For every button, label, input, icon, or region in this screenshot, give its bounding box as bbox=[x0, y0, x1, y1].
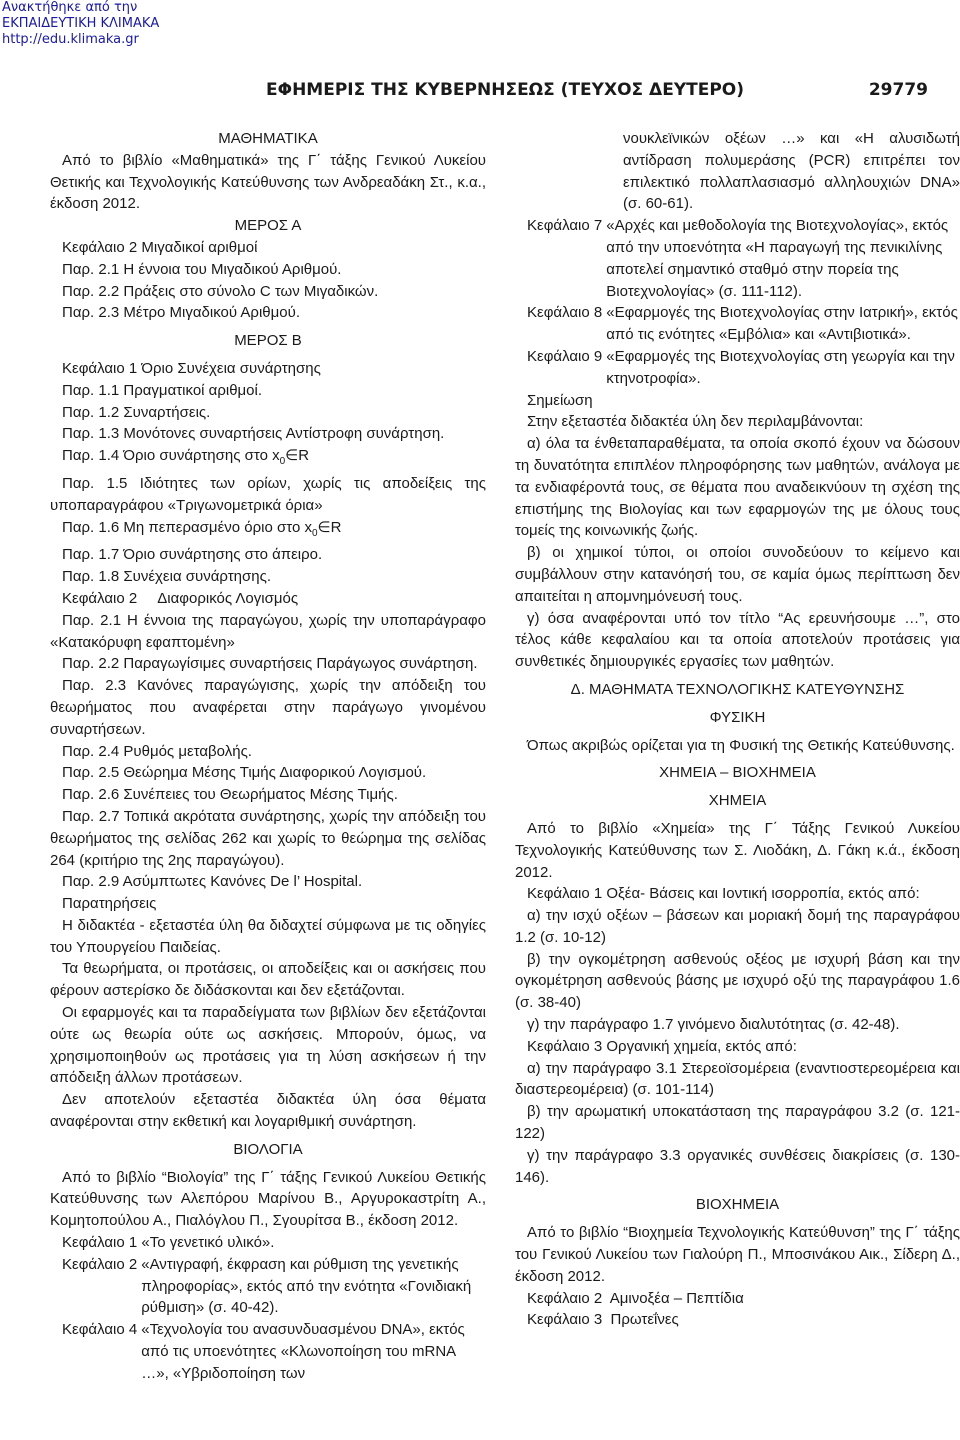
math-q22: Παρ. 2.2 Παραγωγίσιμες συναρτήσεις Παράγωγος συνάρτηση. bbox=[62, 655, 478, 673]
math-p14-sub: 0 bbox=[279, 456, 286, 468]
math-q26: Παρ. 2.6 Συνέπειες του Θεωρήματος Μέσης Τιμής. bbox=[62, 786, 398, 804]
biology-ch7 bbox=[515, 215, 960, 302]
math-source: Από το βιβλίο «Μαθηματικά» της Γ΄ τάξης Γενικού Λυκείου Θετικής και Τεχνολογικής Κατεύθυνσης των Ανδρεαδάκη Στ., κ.α., έκδοση 2012. bbox=[50, 151, 486, 213]
math-p13: Παρ. 1.3 Μονότονες συναρτήσεις Αντίστροφη συνάρτηση. bbox=[62, 425, 445, 443]
math-p12: Παρ. 1.2 Συναρτήσεις. bbox=[62, 403, 211, 421]
math-ch2b: Κεφάλαιο 2 Διαφορικός Λογισμός bbox=[62, 589, 299, 607]
biology-ch7-label: Κεφάλαιο 7 bbox=[527, 217, 603, 235]
note-b: β) οι χημικοί τύποι, οι οποίοι συνοδεύουν το κείμενο και συμβάλλουν στην κατανόησή του, σε καμία όμως περίπτωση δεν απαιτείται η απομνημόνευσή τους. bbox=[515, 544, 960, 605]
note-heading: Σημείωση bbox=[527, 391, 593, 409]
math-q29: Παρ. 2.9 Ασύμπτωτες Κανόνες De l’ Hospital. bbox=[62, 873, 363, 891]
biology-ch7-text: «Αρχές και μεθοδολογία της Βιοτεχνολογίας», εκτός από την υποενότητα «Η παραγωγή της πενικιλίνης αποτελεί σημαντικό σταθμό στην πορεία της Βιοτεχνολογίας» (σ. 111-112). bbox=[606, 217, 949, 300]
chemistry-ch3-c: γ) την παράγραφο 3.3 οργανικές συνθέσεις διακρίσεις (σ. 130-146). bbox=[515, 1146, 960, 1186]
biology-ch2-label: Κεφάλαιο 2 bbox=[62, 1255, 138, 1273]
math-p14-set: ∈R bbox=[285, 447, 310, 465]
chemistry-ch3: Κεφάλαιο 3 Οργανική χημεία, εκτός από: bbox=[527, 1037, 797, 1055]
math-p17: Παρ. 1.7 Όριο συνάρτησης στο άπειρο. bbox=[62, 546, 323, 564]
biology-ch2 bbox=[50, 1254, 486, 1319]
chemistry-source: Από το βιβλίο «Χημεία» της Γ΄ Τάξης Γενικού Λυκείου Τεχνολογικής Κατεύθυνσης των Σ. Λιοδάκη, Δ. Γάκη κ.ά., έκδοση 2012. bbox=[515, 819, 960, 881]
remark-3: Οι εφαρμογές και τα παραδείγματα των βιβλίων δεν εξετάζονται ούτε ως θεωρία ούτε ως ασκήσεις. Μπορούν, όμως, να χρησιμοποιηθούν ως προτάσεις για τη λύση ασκήσεων ή την απόδειξη άλλων προτάσεων. bbox=[50, 1004, 486, 1087]
math-p16-sub: 0 bbox=[311, 527, 318, 539]
math-q27: Παρ. 2.7 Τοπικά ακρότατα συνάρτησης, χωρίς την απόδειξη του θεωρήματος της σελίδας 262 και χωρίς το θεώρημα της σελίδας 264 (κριτήριο της 2ης παραγώγου). bbox=[50, 807, 486, 869]
physics-text: Όπως ακριβώς ορίζεται για τη Φυσική της Θετικής Κατεύθυνσης. bbox=[527, 736, 955, 754]
math-q24: Παρ. 2.4 Ρυθμός μεταβολής. bbox=[62, 742, 252, 760]
math-p16 bbox=[50, 517, 486, 545]
math-q23: Παρ. 2.3 Κανόνες παραγώγισης, χωρίς την απόδειξη του θεωρήματος που αναφέρεται στην παράγωγο γινομένου συναρτήσεων. bbox=[50, 677, 486, 738]
biochemistry-ch2: Κεφάλαιο 2 Αμινοξέα – Πεπτίδια bbox=[527, 1289, 744, 1307]
biochemistry-source: Από το βιβλίο “Βιοχημεία Τεχνολογικής Κατεύθυνση” της Γ΄ τάξης του Γενικού Λυκείου των Γιαλούρη Π., Μποσινάκου Αικ., Σίδερη Δ., έκδοση 2012. bbox=[515, 1224, 960, 1285]
biology-ch8-text: «Εφαρμογές της Βιοτεχνολογίας στην Ιατρική», εκτός από τις ενότητες «Εμβόλια» και «Αντιβιοτικά». bbox=[606, 304, 958, 344]
remark-1: Η διδακτέα - εξεταστέα ύλη θα διδαχτεί σύμφωνα με τις οδηγίες του Υπουργείου Παιδείας. bbox=[50, 916, 486, 956]
biology-ch4-continued: νουκλεϊνικών οξέων …» και «Η αλυσιδωτή αντίδραση πολυμεράσης (PCR) επιτρέπει τον επιλεκτικό πολλαπλασιασμό αλληλουχιών DNA» (σ. 60-61). bbox=[623, 130, 960, 213]
math-p22: Παρ. 2.2 Πράξεις στο σύνολο C των Μιγαδικών. bbox=[62, 282, 379, 300]
left-column bbox=[50, 128, 486, 1438]
part-a-heading: ΜΕΡΟΣ Α bbox=[234, 217, 302, 235]
biology-ch4-label: Κεφάλαιο 4 bbox=[62, 1321, 138, 1339]
biology-source: Από το βιβλίο “Βιολογία” της Γ΄ τάξης Γενικού Λυκείου Θετικής Κατεύθυνσης των Αλεπόρου Μαρίνου Β., Αργυροκαστρίτη Α., Κομητοπούλου Α., Πιαλόγλου Π., Σγουρίτσα Β., έκδοση 2012. bbox=[50, 1168, 486, 1230]
watermark-line-1: Ανακτήθηκε από την bbox=[2, 0, 138, 15]
gazette-title: ΕΦΗΜΕΡΙΣ ΤΗΣ ΚΥΒΕΡΝΗΣΕΩΣ (ΤΕΥΧΟΣ ΔΕΥΤΕΡΟ) bbox=[266, 80, 745, 100]
tech-heading: Δ. ΜΑΘΗΜΑΤΑ ΤΕΧΝΟΛΟΓΙΚΗΣ ΚΑΤΕΥΘΥΝΣΗΣ bbox=[570, 680, 905, 698]
biology-ch4-text: «Τεχνολογία του ανασυνδυασμένου DNA», εκτός από τις υποενότητες «Κλωνοποίηση του mRNA …», «Υβριδοποίηση των bbox=[141, 1321, 465, 1382]
math-p23: Παρ. 2.3 Μέτρο Μιγαδικού Αριθμού. bbox=[62, 304, 300, 322]
part-b-heading: ΜΕΡΟΣ Β bbox=[234, 332, 302, 350]
chemistry-ch1-b: β) την ογκομέτρηση ασθενούς οξέος με ισχυρή βάση και την ογκομέτρηση ασθενούς βάσης με ισχυρό οξύ της παραγράφου 1.6 (σ. 38-40) bbox=[515, 950, 960, 1012]
biology-ch2-text: «Αντιγραφή, έκφραση και ρύθμιση της γενετικής πληροφορίας», εκτός από την ενότητα «Γονιδιακή ρύθμιση» (σ. 40-42). bbox=[141, 1255, 472, 1317]
watermark-link[interactable]: http://edu.klimaka.gr bbox=[2, 32, 139, 47]
note-intro: Στην εξεταστέα διδακτέα ύλη δεν περιλαμβάνονται: bbox=[527, 413, 864, 431]
math-q21: Παρ. 2.1 Η έννοια της παραγώγου, χωρίς την υποπαράγραφο «Κατακόρυφη εφαπτομένη» bbox=[50, 611, 486, 651]
math-ch1: Κεφάλαιο 1 Όριο Συνέχεια συνάρτησης bbox=[62, 359, 321, 377]
math-q25: Παρ. 2.5 Θεώρημα Μέσης Τιμής Διαφορικού Λογισμού. bbox=[62, 764, 427, 782]
physics-heading: ΦΥΣΙΚΗ bbox=[709, 708, 766, 726]
remarks-heading: Παρατηρήσεις bbox=[62, 895, 157, 913]
chemistry-ch3-a: α) την παράγραφο 3.1 Στερεοϊσομέρεια (εναντιοστερεομέρεια και διαστερεομέρεια) (σ. 101-114) bbox=[515, 1059, 960, 1099]
biology-ch9-label: Κεφάλαιο 9 bbox=[527, 347, 603, 365]
chemistry-ch1-c: γ) την παράγραφο 1.7 γινόμενο διαλυτότητας (σ. 42-48). bbox=[527, 1016, 900, 1034]
chemistry-ch1-a: α) την ισχύ οξέων – βάσεων και μοριακή δομή της παραγράφου 1.2 (σ. 10-12) bbox=[515, 907, 960, 946]
math-p11: Παρ. 1.1 Πραγματικοί αριθμοί. bbox=[62, 381, 263, 399]
chem-biochem-heading: ΧΗΜΕΙΑ – ΒΙΟΧΗΜΕΙΑ bbox=[659, 764, 816, 782]
watermark-line-2: ΕΚΠΑΙΔΕΥΤΙΚΗ ΚΛΙΜΑΚΑ bbox=[2, 16, 160, 31]
math-ch2: Κεφάλαιο 2 Μιγαδικοί αριθμοί bbox=[62, 238, 258, 256]
biology-ch8-label: Κεφάλαιο 8 bbox=[527, 304, 603, 322]
math-p14-text: Παρ. 1.4 Όριο συνάρτησης στο x bbox=[62, 447, 280, 465]
math-p15: Παρ. 1.5 Ιδιότητες των ορίων, χωρίς τις αποδείξεις της υποπαραγράφου «Τριγωνομετρικά όρια» bbox=[50, 474, 486, 514]
chemistry-heading: ΧΗΜΕΙΑ bbox=[708, 792, 767, 810]
math-p21: Παρ. 2.1 Η έννοια του Μιγαδικού Αριθμού. bbox=[62, 260, 342, 278]
right-column bbox=[515, 128, 960, 1438]
watermark bbox=[2, 0, 159, 48]
biology-ch9-text: «Εφαρμογές της Βιοτεχνολογίας στη γεωργία και την κτηνοτροφία». bbox=[606, 347, 955, 387]
biochemistry-heading: ΒΙΟΧΗΜΕΙΑ bbox=[695, 1196, 780, 1214]
page-header bbox=[0, 78, 960, 104]
remark-4: Δεν αποτελούν εξεταστέα διδακτέα ύλη όσα θέματα αναφέρονται στην εκθετική και λογαριθμική συνάρτηση. bbox=[50, 1091, 486, 1131]
note-c: γ) όσα αναφέρονται υπό τον τίτλο “Ας ερευνήσουμε …”, στο τέλος κάθε κεφαλαίου και τα οποία αποτελούν προτάσεις για συνθετικές δημιουργικές εργασίες των μαθητών. bbox=[515, 609, 960, 671]
biology-ch4 bbox=[50, 1319, 486, 1384]
biochemistry-ch3: Κεφάλαιο 3 Πρωτεΐνες bbox=[527, 1311, 679, 1329]
chemistry-ch3-b: β) την αρωματική υποκατάσταση της παραγράφου 3.2 (σ. 121-122) bbox=[515, 1103, 960, 1143]
math-p18: Παρ. 1.8 Συνέχεια συνάρτησης. bbox=[62, 568, 272, 586]
page-number: 29779 bbox=[868, 80, 928, 100]
math-p14 bbox=[50, 445, 486, 473]
chemistry-ch1: Κεφάλαιο 1 Οξέα- Βάσεις και Ιοντική ισορροπία, εκτός από: bbox=[527, 885, 920, 903]
remark-2: Τα θεωρήματα, οι προτάσεις, οι αποδείξεις και οι ασκήσεις που φέρουν αστερίσκο δε διδάσκονται και δεν εξετάζονται. bbox=[50, 960, 486, 1000]
note-a: α) όλα τα ένθεταπαραθέματα, τα οποία σκοπό έχουν να δώσουν τη δυνατότητα επιπλέον πληροφόρησης των μαθητών, ανάλογα με τα ενδιαφέροντά τους, σε θέματα που αναδεικνύουν τη σχέση της επιστήμης της Βιολογίας και των εφαρμογών της με όλους τους τομείς της κοινωνικής ζωής. bbox=[515, 435, 960, 540]
math-heading: ΜΑΘΗΜΑΤΙΚΑ bbox=[218, 130, 318, 147]
biology-ch8 bbox=[515, 302, 960, 346]
biology-ch9 bbox=[515, 346, 960, 390]
biology-heading: ΒΙΟΛΟΓΙΑ bbox=[233, 1140, 303, 1158]
math-p16-text: Παρ. 1.6 Μη πεπερασμένο όριο στο x bbox=[62, 518, 312, 536]
math-p16-set: ∈R bbox=[317, 518, 342, 536]
biology-ch1: Κεφάλαιο 1 «Το γενετικό υλικό». bbox=[62, 1234, 275, 1252]
